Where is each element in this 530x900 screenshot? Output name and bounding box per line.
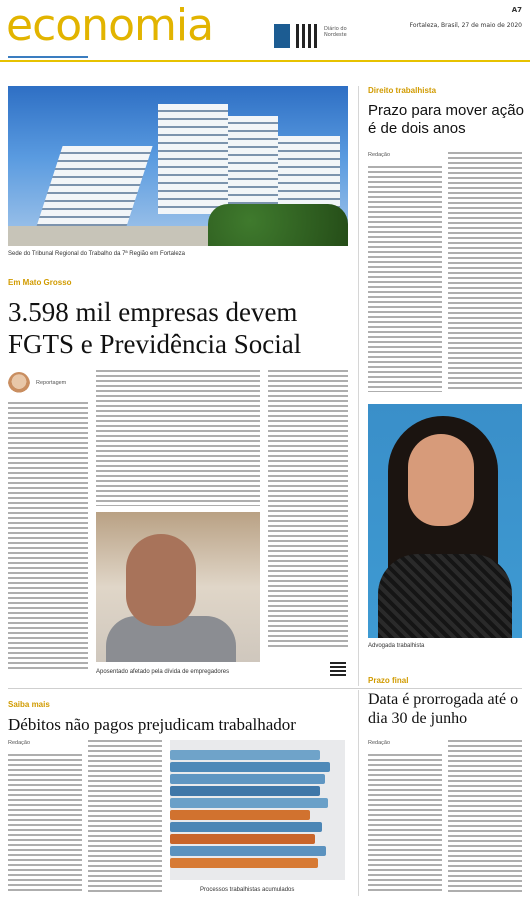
body-text-column [88,740,162,894]
body-text-column [268,370,348,650]
side-story2-byline: Redação [368,740,391,746]
author-avatar [8,372,30,396]
building-photo-caption: Sede do Tribunal Regional do Trabalho da 7ª Região em Fortaleza [8,251,185,257]
brand-text: Diário do Nordeste [324,26,347,38]
date-line: Fortaleza, Brasil, 27 de maio de 2020 [409,22,522,29]
top-story-headline: 3.598 mil empresas devem FGTS e Previdência Social [8,297,302,359]
side-story2-kicker: Prazo final [368,676,409,685]
stacked-folders-photo [170,740,345,880]
section-title: economia [6,0,214,51]
section-rule [8,56,88,58]
side-story2-headline: Data é prorrogada até o dia 30 de junho [368,691,519,727]
court-building-photo [8,86,348,246]
qr-code-icon [330,660,346,676]
body-text-column [368,166,442,392]
retiree-photo [96,512,260,662]
lawyer-photo [368,404,522,638]
side-story-byline: Redação [368,152,391,158]
lawyer-photo-caption: Advogada trabalhista [368,643,425,649]
body-text-column [448,152,522,392]
newspaper-logo-icon [274,24,290,48]
bottom-story-headline: Débitos não pagos prejudicam trabalhador [8,715,296,734]
body-text-column [8,402,88,672]
body-text-column [96,370,260,506]
page-number: A7 [511,6,522,14]
retiree-photo-caption: Aposentado afetado pela dívida de empregadores [96,669,230,675]
top-story-byline: Reportagem [36,380,67,386]
side-story-headline: Prazo para mover ação é de dois anos [368,102,524,137]
brand-block [274,24,364,48]
body-text-column [448,740,522,894]
folders-photo-caption: Processos trabalhistas acumulados [200,887,295,893]
top-story-kicker: Em Mato Grosso [8,278,72,287]
body-text-column [368,754,442,894]
qr-code-icon [296,24,320,48]
bottom-story-byline: Redação [8,740,31,746]
masthead [0,0,530,62]
column-divider [358,690,359,896]
body-text-column [8,754,82,894]
column-divider [358,86,359,686]
bottom-story-kicker: Saiba mais [8,700,50,709]
side-story-kicker: Direito trabalhista [368,86,437,95]
section-divider [8,688,522,689]
